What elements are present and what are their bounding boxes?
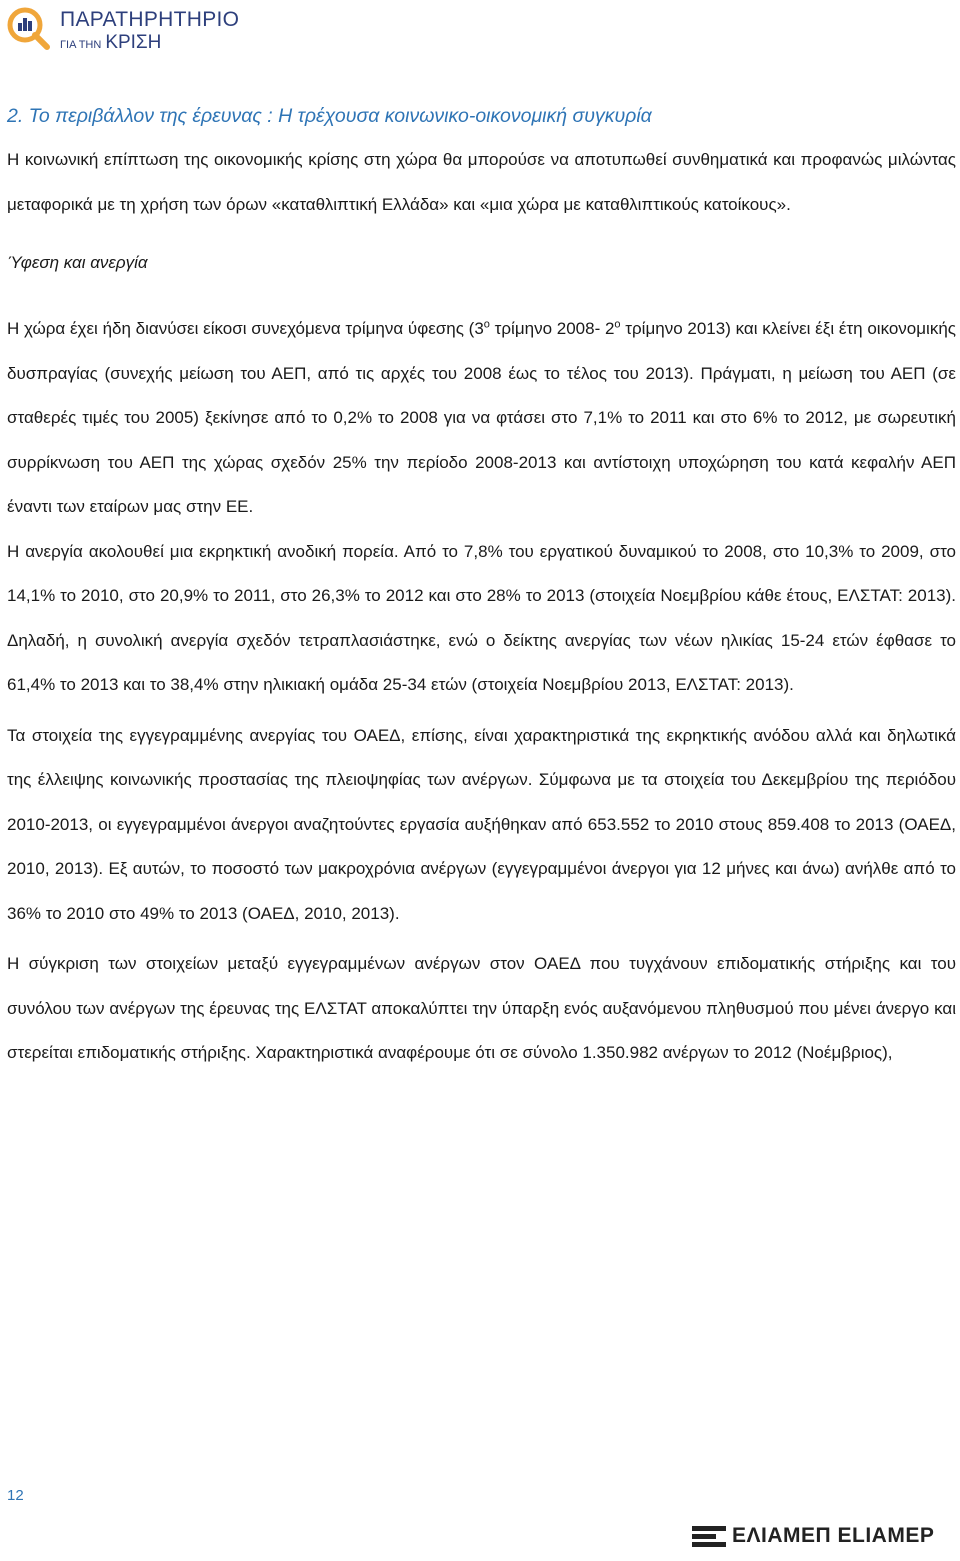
logo-subtitle-big: ΚΡΙΣΗ (105, 32, 162, 53)
recession-text-2: τρίμηνο 2008- 2 (489, 319, 615, 338)
ordinal-superscript: ο (483, 318, 490, 331)
logo-subtitle (60, 32, 161, 54)
observatory-logo-icon (6, 6, 52, 50)
footer-logo (692, 1522, 952, 1552)
page-number: 12 (7, 1487, 24, 1504)
eliamep-logo-icon (692, 1526, 726, 1548)
document-body (7, 94, 956, 1076)
unemployment-paragraph: Η ανεργία ακολουθεί μια εκρηκτική ανοδική πορεία. Από το 7,8% του εργατικού δυναμικού το 2008, στο 10,3% το 2009, στο 14,1% το 2010, στο 20,9% το 2011, στο 26,3% το 2012 και στο 28% το 2013 (στοιχεία Νοεμβρίου κάθε έτους, ΕΛΣΤΑΤ: 2013). Δηλαδή, η συνολική ανεργία σχεδόν τετραπλασιάστηκε, ενώ ο δείκτης ανεργίας των νέων ηλικίας 15-24 ετών έφθασε το 61,4% το 2013 και το 38,4% στην ηλικιακή ομάδα 25-34 ετών (στοιχεία Νοεμβρίου 2013, ΕΛΣΤΑΤ: 2013). (7, 541, 956, 694)
recession-paragraph (7, 307, 956, 530)
logo-subtitle-small: ΓΙΑ ΤΗΝ (60, 39, 102, 51)
section-title: 2. Το περιβάλλον της έρευνας : Η τρέχουσα κοινωνικο-οικονομική συγκυρία (7, 105, 652, 127)
intro-paragraph: Η κοινωνική επίπτωση της οικονομικής κρίσης στη χώρα θα μπορούσε να αποτυπωθεί συνθηματικά και προφανώς μιλώντας μεταφορικά με τη χρήση των όρων «καταθλιπτική Ελλάδα» και «μια χώρα με καταθλιπτικούς κατοίκους». (7, 150, 956, 214)
comparison-paragraph: Η σύγκριση των στοιχείων μεταξύ εγγεγραμμένων ανέργων στον ΟΑΕΔ που τυγχάνουν επιδοματικής στήριξης και του συνόλου των ανέργων της έρευνας της ΕΛΣΤΑΤ αποκαλύπτει την ύπαρξη ενός αυξανόμενου πληθυσμού που μένει άνεργο και στερείται επιδοματικής στήριξης. Χαρακτηριστικά αναφέρουμε ότι σε σύνολο 1.350.982 ανέργων το 2012 (Νοέμβριος), (7, 954, 956, 1062)
eliamep-logo-text: ΕΛΙΑΜΕΠ ELIAMEP (732, 1524, 935, 1547)
recession-text-1: Η χώρα έχει ήδη διανύσει είκοσι συνεχόμενα τρίμηνα ύφεσης (3 (7, 319, 484, 338)
header-logo (6, 4, 240, 53)
ordinal-superscript: ο (614, 318, 621, 331)
oaed-paragraph: Τα στοιχεία της εγγεγραμμένης ανεργίας του ΟΑΕΔ, επίσης, είναι χαρακτηριστικά της εκρηκτικής ανόδου αλλά και δηλωτικά της έλλειψης κοινωνικής προστασίας της πλειοψηφίας των ανέργων. Σύμφωνα με τα στοιχεία του Δεκεμβρίου της περιόδου 2010-2013, οι εγγεγραμμένοι άνεργοι αναζητούντες εργασία αυξήθηκαν από 653.552 το 2010 στους 859.408 το 2013 (ΟΑΕΔ, 2010, 2013). Εξ αυτών, το ποσοστό των μακροχρόνια ανέργων (εγγεγραμμένοι άνεργοι για 12 μήνες και άνω) ανήλθε από το 36% το 2010 στο 49% το 2013 (ΟΑΕΔ, 2010, 2013). (7, 725, 956, 923)
logo-title: ΠΑΡΑΤΗΡΗΤΗΡΙΟ (60, 8, 240, 31)
recession-text-3: τρίμηνο 2013) και κλείνει έξι έτη οικονομικής δυσπραγίας (συνεχής μείωση του ΑΕΠ, από τις αρχές του 2008 έως το τέλος του 2013). Πράγματι, η μείωση του ΑΕΠ (σε σταθερές τιμές του 2005) ξεκίνησε από το 0,2% το 2008 για να φτάσει στο 7,1% το 2011 και στο 6% το 2012, με σωρευτική συρρίκνωση του ΑΕΠ της χώρας σχεδόν 25% την περίοδο 2008-2013 και αντίστοιχη υποχώρηση του κατά κεφαλήν ΑΕΠ έναντι των εταίρων μας στην ΕΕ. (7, 319, 956, 516)
subheading: Ύφεση και ανεργία (7, 253, 148, 272)
